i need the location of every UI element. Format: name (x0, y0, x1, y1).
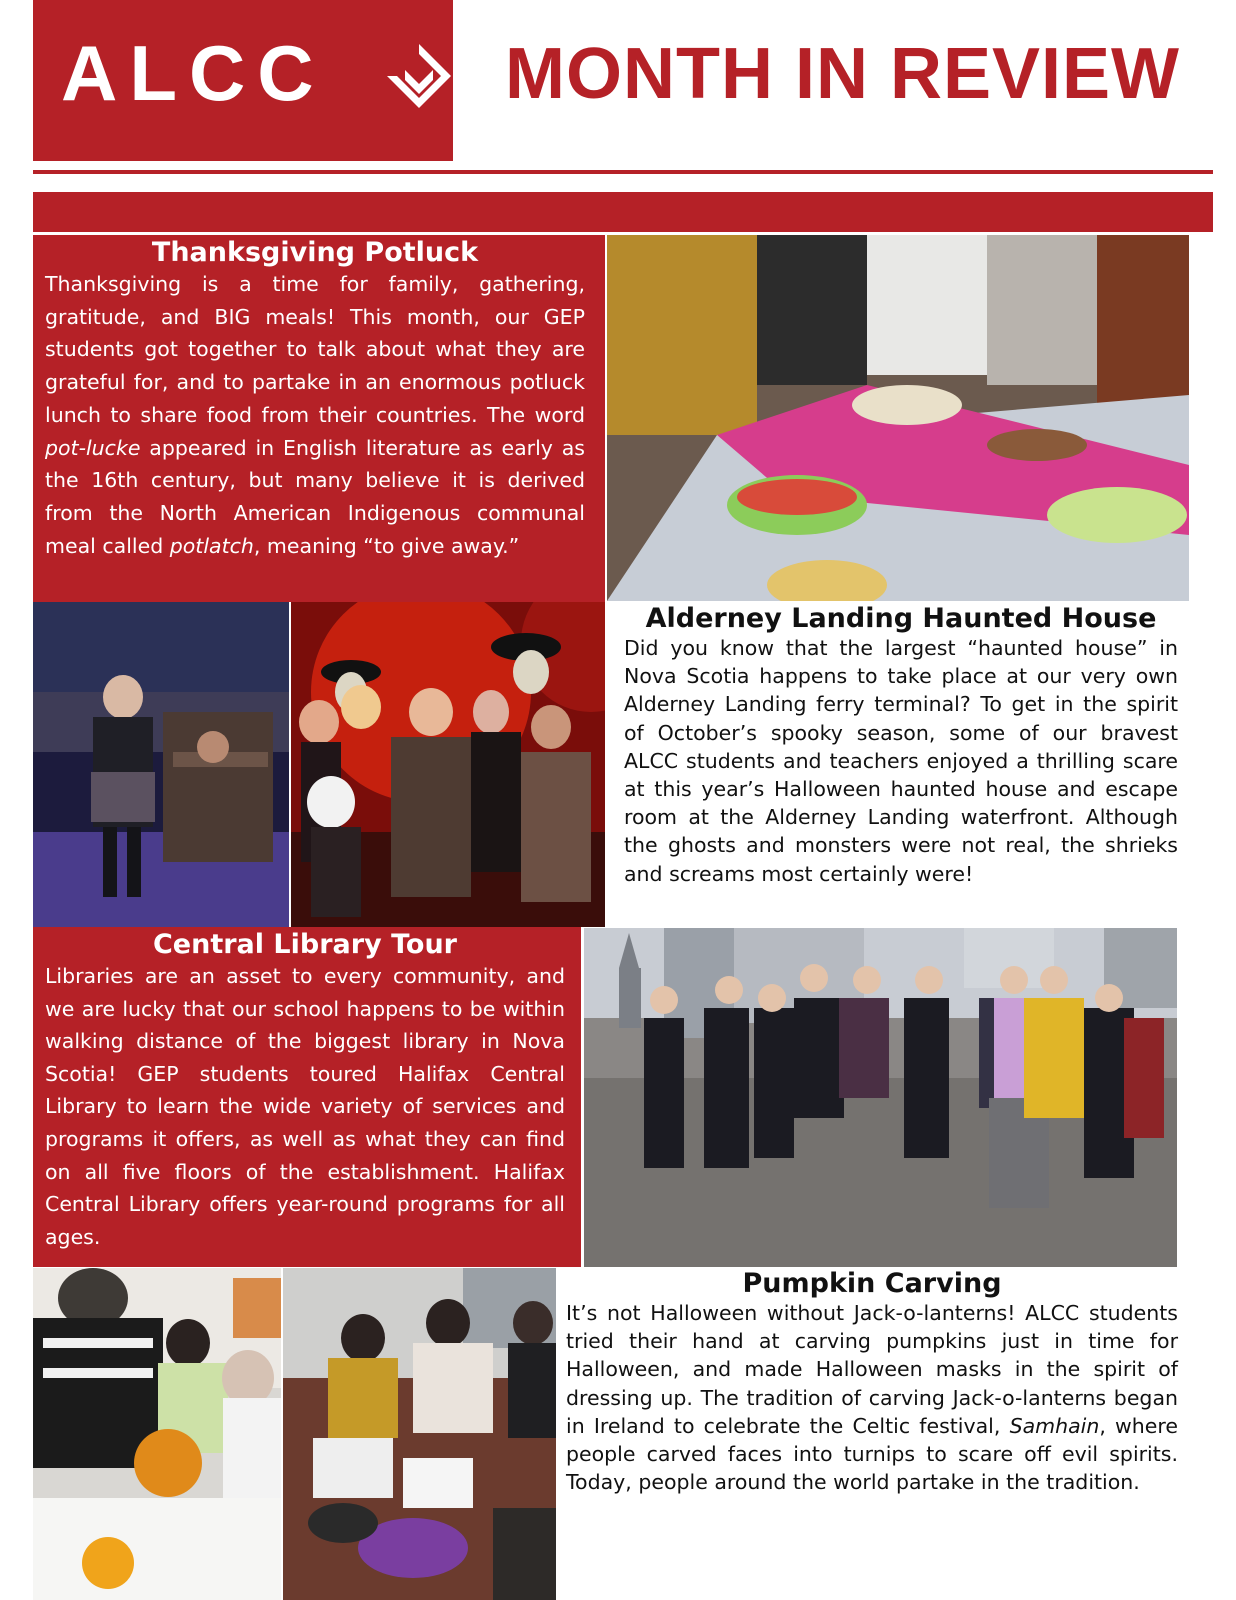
haunted-photo-right (291, 602, 605, 927)
pumpkin-title: Pumpkin Carving (742, 1268, 1002, 1299)
haunted-body: Did you know that the largest “haunted house” in Nova Scotia happens to take place at our very own Alderney Landing ferry terminal? To get in the spirit of October’s spooky season, some of our bravest ALCC students and teachers enjoyed a thrilling scare at this year’s Halloween haunted house and escape room at the Alderney Landing waterfront. Although the ghosts and monsters were not real, the shrieks and screams most certainly were! (624, 636, 1178, 886)
pumpkin-text-block (560, 1268, 1182, 1558)
haunted-text-block (620, 603, 1180, 925)
library-text-block (33, 927, 581, 1267)
pumpkin-photo-left (33, 1268, 281, 1600)
logo-wordmark: ALCC (61, 29, 326, 117)
potluck-photo (607, 235, 1189, 601)
page-title: MONTH IN REVIEW (505, 34, 1180, 114)
haunted-photo-left (33, 602, 289, 927)
header-band (33, 192, 1213, 232)
logo-block (33, 0, 453, 161)
pumpkin-photo-right (283, 1268, 556, 1600)
library-title: Central Library Tour (152, 929, 457, 960)
library-photo (584, 928, 1177, 1267)
thanksgiving-text-block (33, 235, 605, 602)
logo-chevron-icon (383, 40, 455, 112)
haunted-title: Alderney Landing Haunted House (645, 603, 1157, 634)
thanksgiving-body: Thanksgiving is a time for family, gathering, gratitude, and BIG meals! This month, our GEP students got together to talk about what they are grateful for, and to partake in an enormous potluck lunch to share food from their countries. The word pot-lucke appeared in English literature as early as the 16th century, but many believe it is derived from the North American Indigenous communal meal called potlatch, meaning “to give away.” (45, 272, 585, 558)
pumpkin-body: It’s not Halloween without Jack-o-lanterns! ALCC students tried their hand at carving pumpkins just in time for Halloween, and made Halloween masks in the spirit of dressing up. The tradition of carving Jack-o-lanterns began in Ireland to celebrate the Celtic festival, Samhain, where people carved faces into turnips to scare off evil spirits. Today, people around the world partake in the tradition. (566, 1301, 1178, 1495)
thanksgiving-title: Thanksgiving Potluck (151, 237, 479, 268)
library-body: Libraries are an asset to every community, and we are lucky that our school happens to be within walking distance of the biggest library in Nova Scotia! GEP students toured Halifax Central Library to learn the wide variety of services and programs it offers, as well as what they can find on all five floors of the establishment. Halifax Central Library offers year-round programs for all ages. (45, 964, 565, 1249)
header-rule (33, 170, 1213, 174)
